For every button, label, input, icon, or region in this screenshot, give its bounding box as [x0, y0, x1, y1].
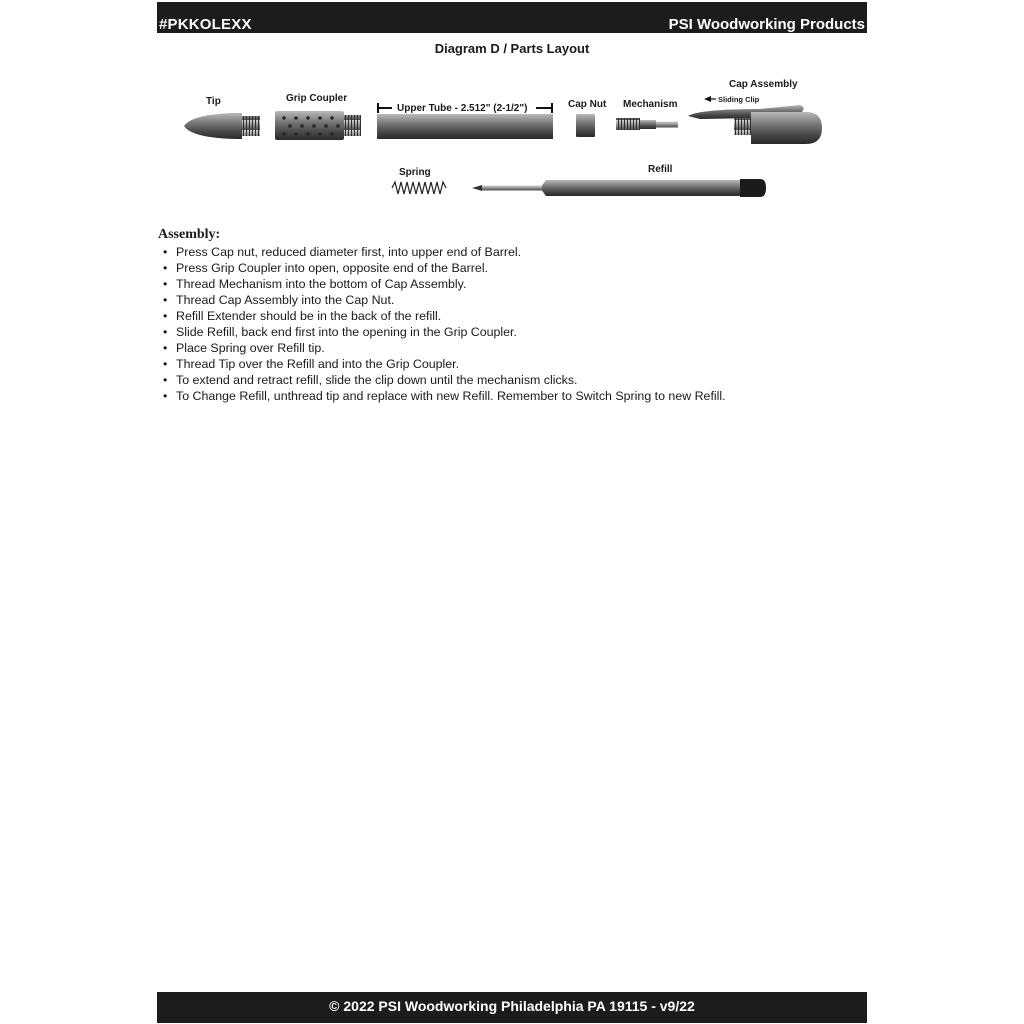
assembly-step: • Press Cap nut, reduced diameter first, into upper end of Barrel. — [163, 244, 726, 260]
product-code: #PKKOLEXX — [159, 16, 252, 33]
grip-coupler-label: Grip Coupler — [286, 93, 348, 104]
assembly-step: • Press Grip Coupler into open, opposite end of the Barrel. — [163, 260, 726, 276]
diagram-title: Diagram D / Parts Layout — [434, 41, 590, 56]
brand-name: PSI Woodworking Products — [668, 16, 865, 33]
cap-assembly-part — [688, 105, 822, 144]
footer-bar — [157, 992, 867, 1023]
sliding-clip-label: Sliding Clip — [718, 95, 760, 104]
cap-assembly-label: Cap Assembly — [729, 79, 798, 90]
cap-nut-label: Cap Nut — [568, 99, 607, 110]
mechanism-part — [616, 118, 678, 130]
footer-copyright: © 2022 PSI Woodworking Philadelphia PA 19115 - v9/22 — [329, 998, 695, 1014]
assembly-step: • Thread Cap Assembly into the Cap Nut. — [163, 292, 726, 308]
assembly-step: • To extend and retract refill, slide the clip down until the mechanism clicks. — [163, 372, 726, 388]
upper-tube-part — [377, 114, 553, 139]
assembly-steps-list — [163, 244, 726, 404]
refill-label: Refill — [648, 164, 673, 175]
tip-part — [184, 113, 260, 139]
assembly-heading: Assembly: — [158, 227, 221, 242]
upper-tube-label: Upper Tube - 2.512" (2-1/2") — [397, 103, 528, 114]
assembly-step: • Thread Mechanism into the bottom of Cap Assembly. — [163, 276, 726, 292]
grip-coupler-part — [275, 111, 361, 140]
spring-label: Spring — [399, 167, 431, 178]
cap-nut-part — [576, 114, 595, 137]
spring-part — [392, 182, 446, 194]
assembly-step: • Slide Refill, back end first into the opening in the Grip Coupler. — [163, 324, 726, 340]
assembly-step: • Place Spring over Refill tip. — [163, 340, 726, 356]
tip-label: Tip — [206, 96, 221, 107]
refill-part — [472, 179, 766, 197]
assembly-step: • Refill Extender should be in the back of the refill. — [163, 308, 726, 324]
sliding-clip-arrow — [704, 96, 716, 102]
assembly-step: • Thread Tip over the Refill and into the Grip Coupler. — [163, 356, 726, 372]
mechanism-label: Mechanism — [623, 99, 678, 110]
assembly-step: • To Change Refill, unthread tip and replace with new Refill. Remember to Switch Spring to new Refill. — [163, 388, 726, 404]
